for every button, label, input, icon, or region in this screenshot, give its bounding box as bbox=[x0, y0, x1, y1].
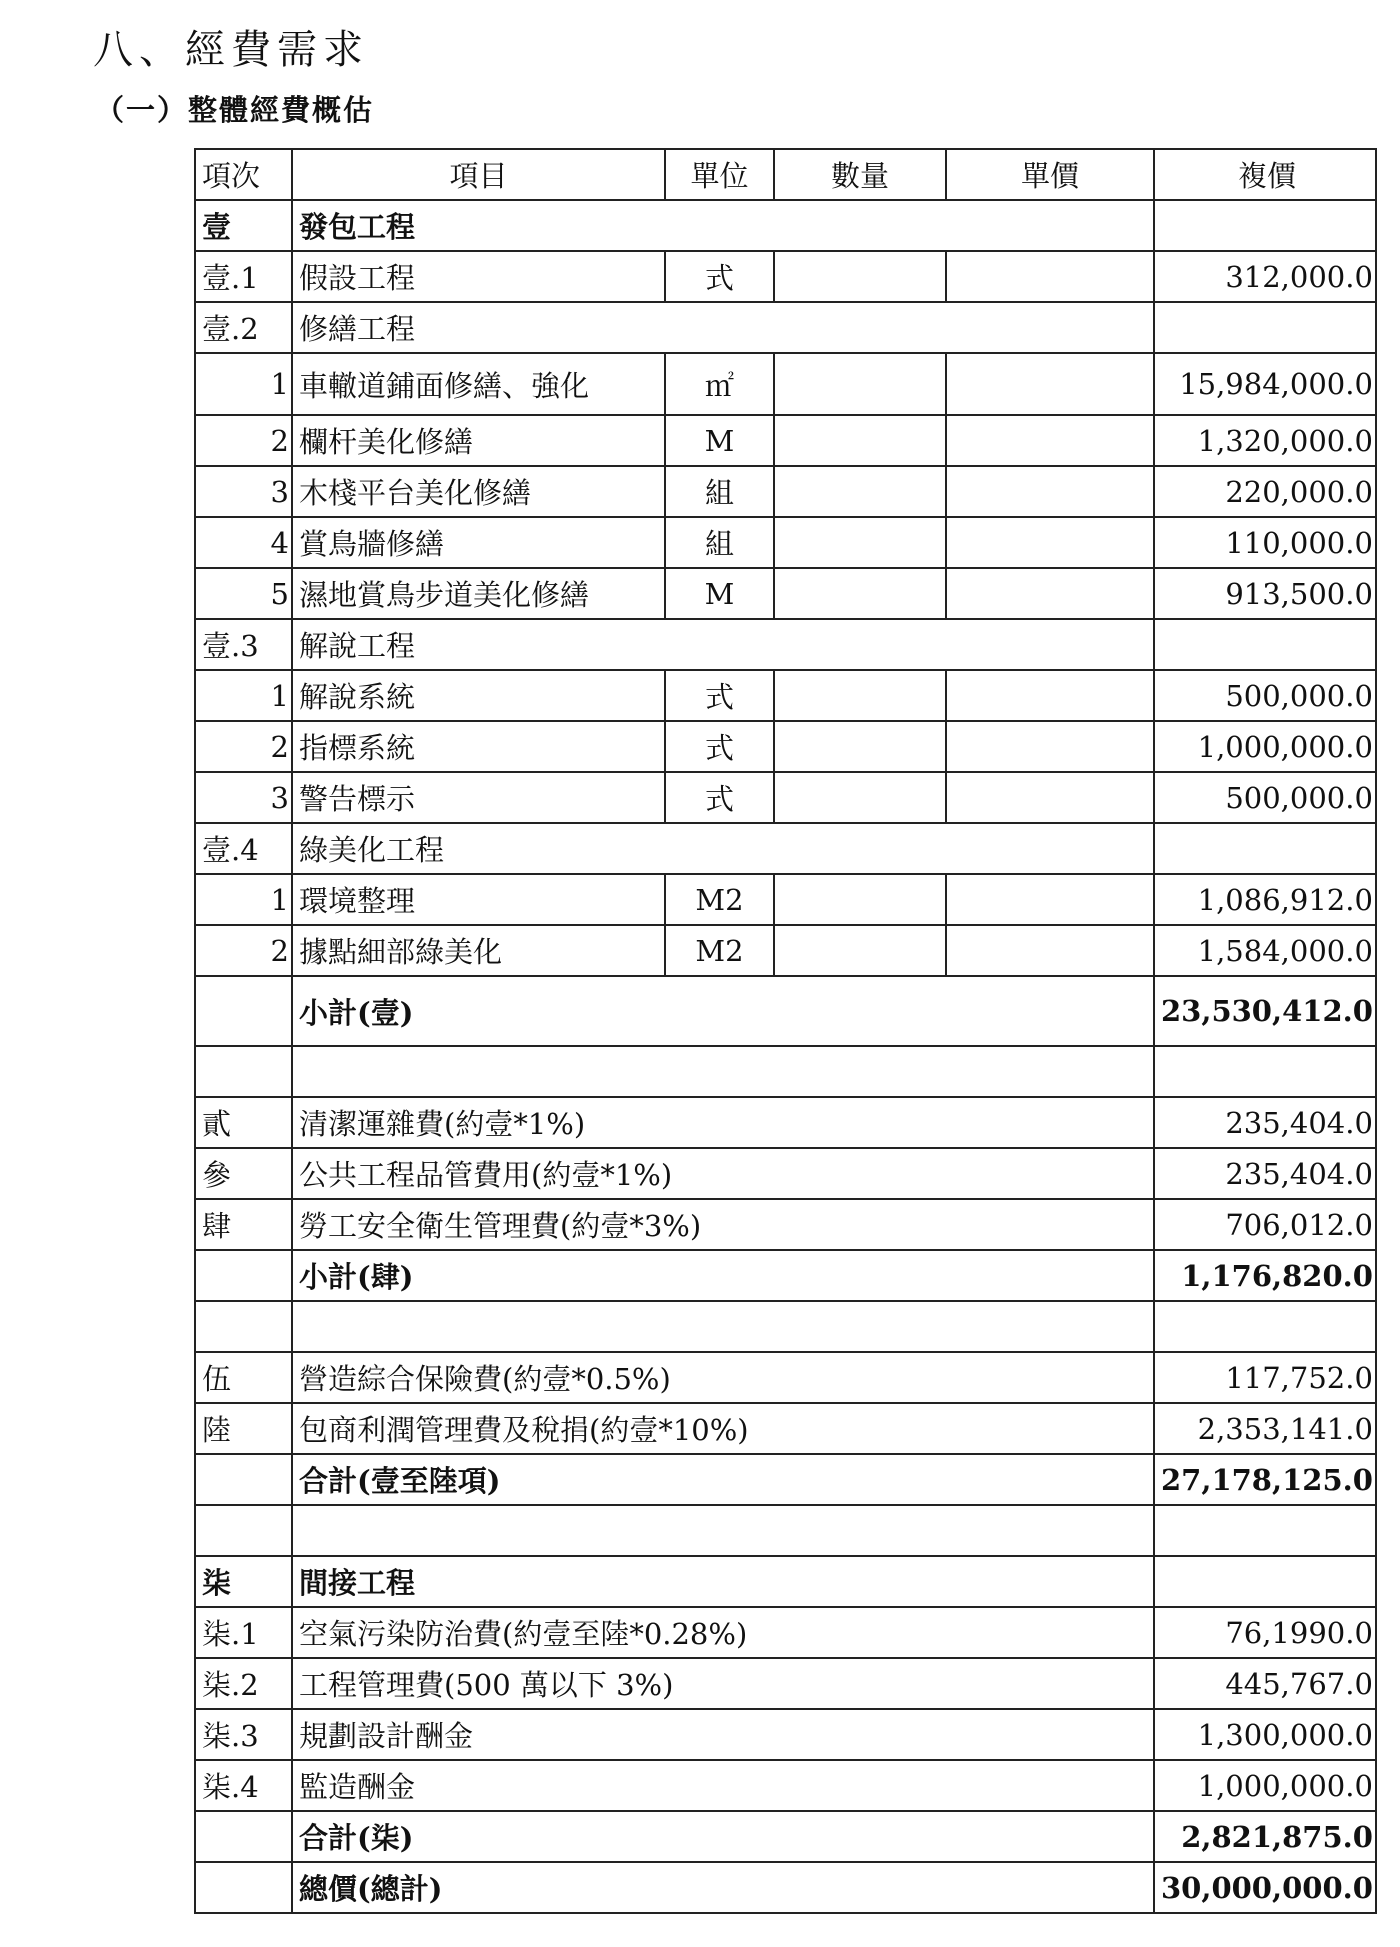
unit-cell: 組 bbox=[665, 466, 774, 517]
item-name-cell: 小計(壹) bbox=[292, 976, 1154, 1046]
quantity-cell bbox=[774, 415, 946, 466]
total-cell: 1,584,000.0 bbox=[1154, 925, 1376, 976]
item-name-cell: 車轍道鋪面修繕、強化 bbox=[292, 353, 665, 415]
unit-price-cell bbox=[946, 251, 1154, 302]
table-row bbox=[195, 823, 1376, 874]
item-no-cell: 壹 bbox=[195, 200, 292, 251]
unit-cell: ㎡ bbox=[665, 353, 774, 415]
item-no-cell bbox=[195, 1046, 292, 1097]
total-cell: 15,984,000.0 bbox=[1154, 353, 1376, 415]
unit-cell: M bbox=[665, 415, 774, 466]
header-unit-price: 單價 bbox=[946, 149, 1154, 200]
header-quantity: 數量 bbox=[774, 149, 946, 200]
table-row bbox=[195, 1199, 1376, 1250]
quantity-cell bbox=[774, 670, 946, 721]
item-name-cell: 合計(柒) bbox=[292, 1811, 1154, 1862]
total-cell: 23,530,412.0 bbox=[1154, 976, 1376, 1046]
unit-price-cell bbox=[946, 517, 1154, 568]
item-name-cell: 監造酬金 bbox=[292, 1760, 1154, 1811]
item-no-cell: 參 bbox=[195, 1148, 292, 1199]
table-row bbox=[195, 670, 1376, 721]
budget-table bbox=[194, 148, 1377, 1914]
quantity-cell bbox=[774, 353, 946, 415]
table-row bbox=[195, 1250, 1376, 1301]
item-no-cell: 2 bbox=[195, 721, 292, 772]
subsection-heading: （一）整體經費概估 bbox=[95, 93, 375, 127]
total-cell: 500,000.0 bbox=[1154, 670, 1376, 721]
table-row bbox=[195, 302, 1376, 353]
section-heading: 八、經費需求 bbox=[93, 27, 369, 73]
item-name-cell: 勞工安全衛生管理費(約壹*3%) bbox=[292, 1199, 1154, 1250]
table-row bbox=[195, 772, 1376, 823]
item-no-cell: 1 bbox=[195, 670, 292, 721]
quantity-cell bbox=[774, 251, 946, 302]
table-row bbox=[195, 200, 1376, 251]
total-cell: 1,320,000.0 bbox=[1154, 415, 1376, 466]
item-no-cell: 柒.4 bbox=[195, 1760, 292, 1811]
item-name-cell: 賞鳥牆修繕 bbox=[292, 517, 665, 568]
total-cell: 30,000,000.0 bbox=[1154, 1862, 1376, 1913]
total-cell: 312,000.0 bbox=[1154, 251, 1376, 302]
item-name-cell: 發包工程 bbox=[292, 200, 1154, 251]
item-name-cell: 總價(總計) bbox=[292, 1862, 1154, 1913]
item-no-cell: 4 bbox=[195, 517, 292, 568]
table-row bbox=[195, 1352, 1376, 1403]
total-cell: 706,012.0 bbox=[1154, 1199, 1376, 1250]
item-no-cell: 柒 bbox=[195, 1556, 292, 1607]
item-name-cell: 空氣污染防治費(約壹至陸*0.28%) bbox=[292, 1607, 1154, 1658]
total-cell: 2,821,875.0 bbox=[1154, 1811, 1376, 1862]
table-row bbox=[195, 1046, 1376, 1097]
total-cell: 235,404.0 bbox=[1154, 1148, 1376, 1199]
total-cell: 1,000,000.0 bbox=[1154, 721, 1376, 772]
item-name-cell: 合計(壹至陸項) bbox=[292, 1454, 1154, 1505]
total-cell: 2,353,141.0 bbox=[1154, 1403, 1376, 1454]
table-row bbox=[195, 1403, 1376, 1454]
item-no-cell bbox=[195, 1301, 292, 1352]
item-name-cell: 小計(肆) bbox=[292, 1250, 1154, 1301]
item-name-cell: 公共工程品管費用(約壹*1%) bbox=[292, 1148, 1154, 1199]
table-row bbox=[195, 976, 1376, 1046]
unit-price-cell bbox=[946, 925, 1154, 976]
item-no-cell: 5 bbox=[195, 568, 292, 619]
unit-price-cell bbox=[946, 874, 1154, 925]
item-no-cell: 2 bbox=[195, 925, 292, 976]
item-name-cell: 欄杆美化修繕 bbox=[292, 415, 665, 466]
unit-price-cell bbox=[946, 772, 1154, 823]
header-total: 複價 bbox=[1154, 149, 1376, 200]
table-row bbox=[195, 1607, 1376, 1658]
unit-price-cell bbox=[946, 415, 1154, 466]
item-no-cell: 伍 bbox=[195, 1352, 292, 1403]
unit-cell: 式 bbox=[665, 251, 774, 302]
item-no-cell: 1 bbox=[195, 874, 292, 925]
total-cell: 27,178,125.0 bbox=[1154, 1454, 1376, 1505]
quantity-cell bbox=[774, 874, 946, 925]
quantity-cell bbox=[774, 517, 946, 568]
item-no-cell: 柒.2 bbox=[195, 1658, 292, 1709]
total-cell: 235,404.0 bbox=[1154, 1097, 1376, 1148]
item-name-cell: 警告標示 bbox=[292, 772, 665, 823]
item-no-cell: 1 bbox=[195, 353, 292, 415]
item-no-cell bbox=[195, 1811, 292, 1862]
item-name-cell: 營造綜合保險費(約壹*0.5%) bbox=[292, 1352, 1154, 1403]
item-name-cell: 規劃設計酬金 bbox=[292, 1709, 1154, 1760]
unit-cell: M bbox=[665, 568, 774, 619]
unit-price-cell bbox=[946, 670, 1154, 721]
item-no-cell bbox=[195, 1862, 292, 1913]
total-cell: 110,000.0 bbox=[1154, 517, 1376, 568]
table-row bbox=[195, 415, 1376, 466]
item-name-cell: 清潔運雜費(約壹*1%) bbox=[292, 1097, 1154, 1148]
item-no-cell: 3 bbox=[195, 466, 292, 517]
table-row bbox=[195, 1658, 1376, 1709]
table-row bbox=[195, 1505, 1376, 1556]
quantity-cell bbox=[774, 466, 946, 517]
table-row bbox=[195, 925, 1376, 976]
header-item: 項目 bbox=[292, 149, 665, 200]
total-cell bbox=[1154, 1556, 1376, 1607]
table-row bbox=[195, 1148, 1376, 1199]
table-row bbox=[195, 619, 1376, 670]
item-no-cell bbox=[195, 1454, 292, 1505]
item-name-cell: 包商利潤管理費及稅捐(約壹*10%) bbox=[292, 1403, 1154, 1454]
item-name-cell: 木棧平台美化修繕 bbox=[292, 466, 665, 517]
unit-cell: M2 bbox=[665, 874, 774, 925]
total-cell: 500,000.0 bbox=[1154, 772, 1376, 823]
item-no-cell: 陸 bbox=[195, 1403, 292, 1454]
table-row bbox=[195, 1862, 1376, 1913]
table-row bbox=[195, 1556, 1376, 1607]
total-cell bbox=[1154, 200, 1376, 251]
total-cell bbox=[1154, 823, 1376, 874]
item-no-cell: 柒.1 bbox=[195, 1607, 292, 1658]
total-cell: 1,300,000.0 bbox=[1154, 1709, 1376, 1760]
item-name-cell: 修繕工程 bbox=[292, 302, 1154, 353]
item-name-cell: 工程管理費(500 萬以下 3%) bbox=[292, 1658, 1154, 1709]
blank-item-cell bbox=[292, 1301, 1154, 1352]
quantity-cell bbox=[774, 568, 946, 619]
total-cell: 117,752.0 bbox=[1154, 1352, 1376, 1403]
total-cell bbox=[1154, 619, 1376, 670]
item-name-cell: 據點細部綠美化 bbox=[292, 925, 665, 976]
item-name-cell: 指標系統 bbox=[292, 721, 665, 772]
item-name-cell: 綠美化工程 bbox=[292, 823, 1154, 874]
table-row bbox=[195, 1811, 1376, 1862]
header-unit: 單位 bbox=[665, 149, 774, 200]
table-row bbox=[195, 251, 1376, 302]
blank-item-cell bbox=[292, 1046, 1154, 1097]
item-no-cell: 柒.3 bbox=[195, 1709, 292, 1760]
unit-cell: 組 bbox=[665, 517, 774, 568]
total-cell bbox=[1154, 1046, 1376, 1097]
item-name-cell: 間接工程 bbox=[292, 1556, 1154, 1607]
item-no-cell bbox=[195, 1250, 292, 1301]
table-row bbox=[195, 466, 1376, 517]
item-name-cell: 解說系統 bbox=[292, 670, 665, 721]
total-cell: 76,1990.0 bbox=[1154, 1607, 1376, 1658]
table-row bbox=[195, 874, 1376, 925]
item-no-cell bbox=[195, 976, 292, 1046]
quantity-cell bbox=[774, 925, 946, 976]
unit-cell: M2 bbox=[665, 925, 774, 976]
table-row bbox=[195, 353, 1376, 415]
table-row bbox=[195, 721, 1376, 772]
total-cell: 445,767.0 bbox=[1154, 1658, 1376, 1709]
total-cell: 220,000.0 bbox=[1154, 466, 1376, 517]
total-cell: 1,176,820.0 bbox=[1154, 1250, 1376, 1301]
table-row bbox=[195, 1454, 1376, 1505]
item-no-cell: 肆 bbox=[195, 1199, 292, 1250]
total-cell: 1,086,912.0 bbox=[1154, 874, 1376, 925]
unit-price-cell bbox=[946, 466, 1154, 517]
quantity-cell bbox=[774, 721, 946, 772]
item-name-cell: 濕地賞鳥步道美化修繕 bbox=[292, 568, 665, 619]
item-name-cell: 假設工程 bbox=[292, 251, 665, 302]
total-cell bbox=[1154, 1301, 1376, 1352]
total-cell: 913,500.0 bbox=[1154, 568, 1376, 619]
total-cell: 1,000,000.0 bbox=[1154, 1760, 1376, 1811]
table-row bbox=[195, 1760, 1376, 1811]
unit-cell: 式 bbox=[665, 721, 774, 772]
item-no-cell: 壹.3 bbox=[195, 619, 292, 670]
item-no-cell: 壹.4 bbox=[195, 823, 292, 874]
total-cell bbox=[1154, 1505, 1376, 1556]
table-header-row bbox=[195, 149, 1376, 200]
unit-cell: 式 bbox=[665, 670, 774, 721]
item-no-cell bbox=[195, 1505, 292, 1556]
table-row bbox=[195, 517, 1376, 568]
item-no-cell: 壹.1 bbox=[195, 251, 292, 302]
total-cell bbox=[1154, 302, 1376, 353]
item-no-cell: 3 bbox=[195, 772, 292, 823]
item-no-cell: 貳 bbox=[195, 1097, 292, 1148]
item-name-cell: 解說工程 bbox=[292, 619, 1154, 670]
table-row bbox=[195, 1301, 1376, 1352]
table-row bbox=[195, 1097, 1376, 1148]
item-no-cell: 2 bbox=[195, 415, 292, 466]
unit-price-cell bbox=[946, 353, 1154, 415]
unit-cell: 式 bbox=[665, 772, 774, 823]
table-row bbox=[195, 1709, 1376, 1760]
unit-price-cell bbox=[946, 721, 1154, 772]
unit-price-cell bbox=[946, 568, 1154, 619]
header-item-no: 項次 bbox=[195, 149, 292, 200]
blank-item-cell bbox=[292, 1505, 1154, 1556]
item-no-cell: 壹.2 bbox=[195, 302, 292, 353]
table-row bbox=[195, 568, 1376, 619]
quantity-cell bbox=[774, 772, 946, 823]
item-name-cell: 環境整理 bbox=[292, 874, 665, 925]
